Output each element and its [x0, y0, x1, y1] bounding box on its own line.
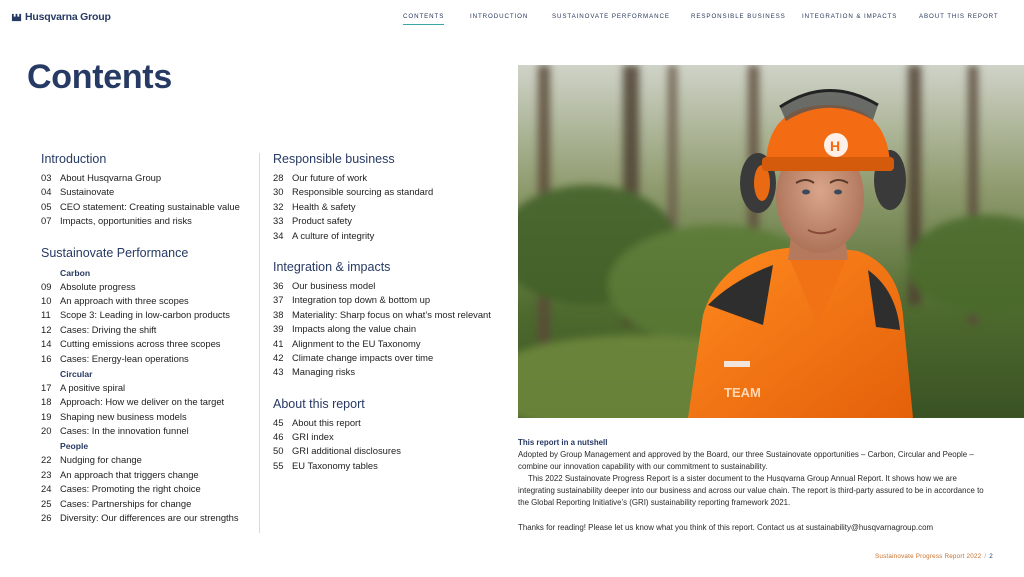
toc-entry[interactable]: [41, 337, 261, 351]
toc-entry[interactable]: [273, 214, 513, 228]
entry-label: A culture of integrity: [292, 229, 375, 241]
entry-label: Cases: Energy-lean operations: [60, 352, 189, 364]
toc-entry[interactable]: [41, 497, 261, 511]
entry-label: Cases: In the innovation funnel: [60, 425, 189, 437]
page-number: 42: [273, 351, 284, 363]
subhead-people: People: [60, 441, 89, 452]
page-footer: [875, 553, 993, 560]
top-navigation: [0, 13, 1024, 27]
toc-entry[interactable]: [273, 200, 513, 214]
page-number: 23: [41, 468, 52, 480]
entry-label: CEO statement: Creating sustainable value: [60, 200, 240, 212]
toc-entry[interactable]: [41, 308, 261, 322]
nutshell-paragraph-2: This 2022 Sustainovate Progress Report is a sister document to the Husqvarna Group Annual Report. It shows how we are integrating sustainability deeper into our business and across our value chain. The report is third-party assured to be in accordance to the Global Reporting Initiative’s (GRI) sustainability reporting framework 2021.: [518, 474, 984, 508]
toc-entry[interactable]: [41, 280, 261, 294]
page-number: 25: [41, 497, 52, 509]
entry-label: Health & safety: [292, 200, 356, 212]
nav-sustainovate-performance[interactable]: SUSTAINOVATE PERFORMANCE: [552, 13, 670, 20]
entry-label: GRI index: [292, 431, 334, 443]
entry-label: GRI additional disclosures: [292, 445, 401, 457]
entry-label: Climate change impacts over time: [292, 351, 434, 363]
toc-middle-column: [273, 151, 513, 473]
entry-label: Scope 3: Leading in low-carbon products: [60, 309, 230, 321]
entry-label: Materiality: Sharp focus on what’s most relevant: [292, 308, 491, 320]
toc-entry[interactable]: [41, 511, 261, 525]
entry-label: Absolute progress: [60, 280, 136, 292]
logo-text: Husqvarna Group: [25, 11, 111, 23]
entry-label: Diversity: Our differences are our strengths: [60, 512, 239, 524]
page-number: 41: [273, 337, 284, 349]
page-number: 55: [273, 459, 284, 471]
page-number: 33: [273, 215, 284, 227]
page-number: 09: [41, 280, 52, 292]
toc-entry[interactable]: [273, 171, 513, 185]
entry-label: EU Taxonomy tables: [292, 459, 378, 471]
entry-label: Cases: Driving the shift: [60, 323, 157, 335]
page-number: 39: [273, 323, 284, 335]
nav-introduction[interactable]: INTRODUCTION: [470, 13, 529, 20]
entry-label: Cutting emissions across three scopes: [60, 338, 221, 350]
entry-label: Cases: Partnerships for change: [60, 497, 192, 509]
entry-label: Approach: How we deliver on the target: [60, 396, 225, 408]
footer-separator: /: [984, 553, 987, 560]
toc-entry[interactable]: [41, 468, 261, 482]
page-number: 36: [273, 279, 284, 291]
nutshell-title: This report in a nutshell: [518, 438, 608, 447]
page-number: 22: [41, 454, 52, 466]
page-number: 50: [273, 445, 284, 457]
toc-entry[interactable]: [273, 279, 513, 293]
toc-entry[interactable]: [41, 214, 261, 228]
page-number: 07: [41, 215, 52, 227]
page-number: 43: [273, 366, 284, 378]
page-title: Contents: [27, 58, 172, 96]
page-number: 32: [273, 200, 284, 212]
jacket-team-text: TEAM: [724, 385, 761, 400]
entry-label: Impacts, opportunities and risks: [60, 215, 192, 227]
entry-label: About this report: [292, 416, 361, 428]
entry-label: Integration top down & bottom up: [292, 294, 431, 306]
toc-entry[interactable]: [41, 352, 261, 366]
entry-label: Our business model: [292, 279, 376, 291]
section-introduction[interactable]: Introduction: [41, 152, 107, 166]
section-responsible-business[interactable]: Responsible business: [273, 152, 395, 166]
section-sustainovate-performance[interactable]: Sustainovate Performance: [41, 245, 189, 260]
page-number: 37: [273, 294, 284, 306]
page-number: 14: [41, 338, 52, 350]
toc-entry[interactable]: [41, 323, 261, 337]
nav-integration-impacts[interactable]: INTEGRATION & IMPACTS: [802, 13, 898, 20]
entry-label: A positive spiral: [60, 381, 126, 393]
page-number: 17: [41, 381, 52, 393]
entry-label: Shaping new business models: [60, 410, 187, 422]
toc-entry[interactable]: [273, 365, 513, 379]
toc-entry[interactable]: [273, 337, 513, 351]
entry-label: Alignment to the EU Taxonomy: [292, 337, 421, 349]
page-number: 46: [273, 431, 284, 443]
toc-entry[interactable]: [41, 453, 261, 467]
page-number: 10: [41, 294, 52, 306]
page-number: 19: [41, 410, 52, 422]
page-number: 38: [273, 308, 284, 320]
entry-label: Responsible sourcing as standard: [292, 186, 434, 198]
page-number: 20: [41, 425, 52, 437]
entry-label: Product safety: [292, 215, 352, 227]
subhead-carbon: Carbon: [60, 267, 91, 278]
toc-entry[interactable]: [273, 459, 513, 473]
section-integration-impacts[interactable]: Integration & impacts: [273, 259, 391, 274]
toc-entry[interactable]: [41, 424, 261, 438]
toc-entry[interactable]: [273, 293, 513, 307]
entry-label: An approach with three scopes: [60, 294, 189, 306]
entry-label: Our future of work: [292, 172, 368, 183]
toc-entry[interactable]: [273, 229, 513, 243]
toc-entry[interactable]: [273, 416, 513, 430]
page-number: 45: [273, 416, 284, 428]
nav-responsible-business[interactable]: RESPONSIBLE BUSINESS: [691, 13, 786, 20]
toc-entry[interactable]: [273, 430, 513, 444]
footer-page-number: 2: [989, 553, 993, 560]
footer-report-title: Sustainovate Progress Report 2022: [874, 553, 982, 560]
page-number: 18: [41, 396, 52, 408]
toc-entry[interactable]: [41, 410, 261, 424]
report-nutshell: [518, 437, 988, 534]
page-number: 05: [41, 200, 52, 212]
toc-entry[interactable]: [41, 200, 261, 214]
toc-entry[interactable]: [41, 381, 261, 395]
page-number: 28: [273, 172, 284, 183]
toc-entry[interactable]: [273, 351, 513, 365]
page-number: 04: [41, 186, 52, 198]
page-number: 12: [41, 323, 52, 335]
page-number: 16: [41, 352, 52, 364]
page-number: 34: [273, 229, 284, 241]
toc-entry[interactable]: [41, 294, 261, 308]
page-number: 24: [41, 483, 52, 495]
toc-entry[interactable]: [41, 171, 261, 185]
entry-label: Nudging for change: [60, 454, 142, 466]
page-number: 30: [273, 186, 284, 198]
page-number: 11: [41, 309, 51, 321]
entry-label: About Husqvarna Group: [60, 172, 162, 183]
nav-contents[interactable]: CONTENTS: [403, 13, 445, 20]
nutshell-contact: Thanks for reading! Please let us know what you think of this report. Contact us at sustainability@husqvarnagroup.com: [518, 522, 934, 532]
forest-worker-photo: [518, 65, 1024, 418]
entry-label: An approach that triggers change: [60, 468, 199, 480]
entry-label: Cases: Promoting the right choice: [60, 483, 201, 495]
page-number: 26: [41, 512, 52, 524]
subhead-circular: Circular: [60, 368, 93, 379]
column-divider: [259, 153, 260, 533]
entry-label: Impacts along the value chain: [292, 323, 417, 335]
entry-label: Managing risks: [292, 366, 356, 378]
helmet-logo-text: H: [830, 138, 841, 154]
toc-left-column: [41, 151, 261, 525]
page-number: 03: [41, 172, 52, 183]
toc-entry[interactable]: [273, 185, 513, 199]
toc-entry[interactable]: [273, 444, 513, 458]
toc-entry[interactable]: [41, 482, 261, 496]
nutshell-paragraph-1: Adopted by Group Management and approved by the Board, our three Sustainovate opportunities – Carbon, Circular and People – combine our innovation capability with our commitment to sustainability.: [518, 450, 974, 472]
toc-entry[interactable]: [41, 395, 261, 409]
nav-about-this-report[interactable]: ABOUT THIS REPORT: [919, 13, 999, 20]
entry-label: Sustainovate: [60, 186, 115, 198]
toc-entry[interactable]: [273, 308, 513, 322]
toc-entry[interactable]: [273, 322, 513, 336]
toc-entry[interactable]: [41, 185, 261, 199]
section-about-this-report[interactable]: About this report: [273, 396, 365, 411]
